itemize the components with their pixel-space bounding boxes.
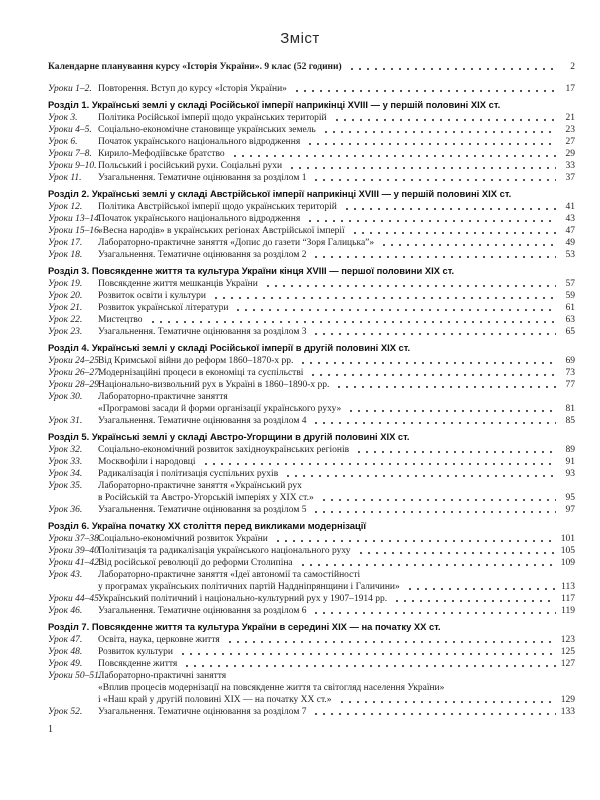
dot-leader (299, 361, 556, 365)
entry-line (98, 593, 575, 605)
entry-title: Від Кримської війни до реформ 1860–1870-х рр. (98, 356, 294, 366)
entry-title: Соціально-економічне становище українських земель (98, 125, 316, 135)
toc-entry (48, 367, 575, 379)
lesson-label: Урок 20. (48, 291, 83, 301)
page-number: 37 (565, 173, 575, 183)
page-number: 81 (565, 404, 575, 414)
toc-entry (48, 225, 575, 237)
entry-title: Узагальнення. Тематичне оцінювання за розділом 4 (98, 416, 307, 426)
dot-leader (312, 421, 556, 425)
entry-line (98, 694, 575, 706)
toc-entry (48, 658, 575, 670)
entry-line (98, 112, 575, 124)
entry-lines (98, 444, 575, 456)
entry-line (98, 201, 575, 213)
entry-lines (98, 355, 575, 367)
lesson-label: Уроки 1–2. (48, 84, 92, 94)
entry-line (98, 706, 575, 718)
lesson-label: Урок 35. (48, 481, 83, 491)
entry-title: Соціально-економічний розвиток України (98, 534, 268, 544)
entry-title: Розвиток культури (98, 647, 174, 657)
page-number: 129 (560, 695, 575, 705)
page-number: 69 (565, 356, 575, 366)
lesson-label: Урок 23. (48, 327, 83, 337)
toc-entry (48, 468, 575, 480)
page-number: 41 (565, 202, 575, 212)
entry-line (98, 492, 575, 504)
entry-title: «Програмові засади й форми організації українського руху» (98, 404, 342, 414)
toc-section-heading (48, 265, 575, 277)
lesson-label: Урок 19. (48, 279, 83, 289)
entry-title: Узагальнення. Тематичне оцінювання за розділом 1 (98, 173, 307, 183)
dot-leader (264, 284, 556, 288)
entry-title: Початок українського національного відродження (98, 137, 301, 147)
lesson-label: Уроки 9–10. (48, 161, 97, 171)
dot-leader (312, 178, 556, 182)
entry-line (98, 124, 575, 136)
entry-title: у програмах українських політичних партій Наддніпрянщини і Галичини» (98, 582, 400, 592)
entry-line (98, 468, 575, 480)
entry-line (98, 160, 575, 172)
toc-entry (48, 326, 575, 338)
entry-line (98, 136, 575, 148)
entry-lines (98, 124, 575, 136)
toc-entry (48, 569, 575, 593)
page-number: 2 (570, 62, 575, 72)
toc-entry (48, 278, 575, 290)
toc-section-heading (48, 342, 575, 354)
page-number: 105 (560, 546, 575, 556)
toc-entry (48, 136, 575, 148)
entry-title: Кирило-Мефодіївське братство (98, 149, 225, 159)
lesson-label: Урок 34. (48, 469, 83, 479)
lesson-label: Уроки 41–42. (48, 558, 102, 568)
entry-title: Узагальнення. Тематичне оцінювання за розділом 5 (98, 505, 307, 515)
toc-entry (48, 533, 575, 545)
entry-title: «Вплив процесів модернізації на повсякденне життя та світогляд населення України» (98, 683, 445, 693)
entry-title: Освіта, наука, церковне життя (98, 635, 220, 645)
entry-line (98, 557, 575, 569)
page-number: 57 (565, 279, 575, 289)
dot-leader (234, 308, 556, 312)
lesson-label: Урок 46. (48, 606, 83, 616)
entry-line (98, 213, 575, 225)
dot-leader (322, 130, 556, 134)
page-number: 77 (565, 380, 575, 390)
entry-lines (48, 61, 575, 73)
dot-leader (347, 409, 556, 413)
dot-leader (312, 712, 556, 716)
toc-entry (48, 415, 575, 427)
entry-line (98, 314, 575, 326)
lesson-label: Урок 47. (48, 635, 83, 645)
toc-entry (48, 634, 575, 646)
entry-title: Початок українського національного відродження (98, 214, 301, 224)
entry-line (98, 658, 575, 670)
entry-lines (98, 160, 575, 172)
entry-lines (98, 112, 575, 124)
page-number: 63 (565, 315, 575, 325)
entry-line (98, 415, 575, 427)
entry-line (98, 278, 575, 290)
toc-entry (48, 148, 575, 160)
toc-entry (48, 290, 575, 302)
page-number: 85 (565, 416, 575, 426)
entry-title: Модернізаційні процеси в економіці та суспільстві (98, 368, 304, 378)
lesson-label: Урок 32. (48, 445, 83, 455)
toc-entry (48, 391, 575, 415)
entry-title: Узагальнення. Тематичне оцінювання за розділом 7 (98, 707, 307, 717)
page-number: 109 (560, 558, 575, 568)
entry-title: Польський і російський рухи. Соціальні рухи (98, 161, 283, 171)
page-number: 91 (565, 457, 575, 467)
dot-leader (348, 67, 556, 71)
toc-section-heading (48, 621, 575, 633)
entry-title: Розвиток української літератури (98, 303, 229, 313)
section-heading-text: Розділ 4. Українські землі у складі Російської імперії в другій половині XIX ст. (48, 342, 411, 353)
entry-line (98, 646, 575, 658)
dot-leader (306, 142, 556, 146)
page-number: 113 (561, 582, 575, 592)
toc-entry (48, 213, 575, 225)
entry-lines (98, 605, 575, 617)
dot-leader (312, 255, 556, 259)
page-number: 43 (565, 214, 575, 224)
entry-title: Соціально-економічний розвиток західноукраїнських регіонів (98, 445, 350, 455)
page-number: 119 (561, 606, 575, 616)
dot-leader (226, 640, 556, 644)
page-number: 29 (565, 149, 575, 159)
dot-leader (320, 498, 556, 502)
entry-lines (98, 504, 575, 516)
entry-title: Розвиток освіти і культури (98, 291, 206, 301)
entry-lines (98, 415, 575, 427)
entry-lines (98, 646, 575, 658)
page-number: 33 (565, 161, 575, 171)
entry-line (98, 682, 575, 694)
entry-line (98, 480, 575, 492)
toc-entry (48, 504, 575, 516)
lesson-label: Уроки 13–14. (48, 214, 102, 224)
lesson-label: Урок 49. (48, 659, 83, 669)
page-number: 133 (560, 707, 575, 717)
page-number: 49 (565, 238, 575, 248)
entry-line (98, 670, 575, 682)
dot-leader (393, 599, 556, 603)
lesson-label: Урок 43. (48, 570, 83, 580)
dot-leader (333, 118, 556, 122)
entry-line (98, 302, 575, 314)
dot-leader (351, 231, 556, 235)
entry-line (98, 605, 575, 617)
dot-leader (179, 652, 556, 656)
page-number: 65 (565, 327, 575, 337)
toc-entry (48, 172, 575, 184)
entry-lines (98, 634, 575, 646)
lesson-label: Урок 21. (48, 303, 83, 313)
toc-entry (48, 557, 575, 569)
dot-leader (335, 385, 556, 389)
section-heading-text: Розділ 7. Повсякденне життя та культура України в середині XIX — на початку XX ст. (48, 621, 441, 632)
lesson-label: Урок 11. (48, 173, 82, 183)
toc-entry (48, 480, 575, 504)
lesson-label: Уроки 7–8. (48, 149, 92, 159)
toc-entry (48, 355, 575, 367)
dot-leader (355, 450, 556, 454)
page-number: 95 (565, 493, 575, 503)
page-number: 97 (565, 505, 575, 515)
lesson-label: Уроки 39–40. (48, 546, 102, 556)
toc-entry (48, 83, 575, 95)
lesson-label: Урок 30. (48, 392, 83, 402)
entry-line (98, 249, 575, 261)
toc-section-heading (48, 99, 575, 111)
entry-title: Лабораторно-практичні заняття (98, 671, 227, 681)
lesson-label: Урок 18. (48, 250, 83, 260)
page-number: 59 (565, 291, 575, 301)
dot-leader (357, 551, 556, 555)
lesson-label: Урок 6. (48, 137, 78, 147)
entry-lines (98, 545, 575, 557)
entry-title: Лабораторно-практичне заняття «Ідеї автономії та самостійності (98, 570, 361, 580)
page-number: 23 (565, 125, 575, 135)
lesson-label: Урок 22. (48, 315, 83, 325)
entry-line (98, 533, 575, 545)
dot-leader (299, 563, 556, 567)
entry-line (98, 444, 575, 456)
lesson-label: Урок 48. (48, 647, 83, 657)
toc-entry (48, 456, 575, 468)
entry-lines (98, 326, 575, 338)
entry-lines (98, 314, 575, 326)
lesson-label: Уроки 44–45. (48, 594, 102, 604)
entry-lines (98, 557, 575, 569)
entry-line (98, 148, 575, 160)
toc-entry (48, 201, 575, 213)
toc-entry (48, 379, 575, 391)
entry-line (98, 634, 575, 646)
lesson-label: Урок 12. (48, 202, 83, 212)
entry-title: і «Наш край у другій половині XIX — на початку XX ст.» (98, 695, 332, 705)
entry-title: Повторення. Вступ до курсу «Історія України» (98, 84, 287, 94)
entry-line (98, 225, 575, 237)
dot-leader (202, 462, 556, 466)
entry-title: в Російській та Австро-Угорській імперіях у XIX ст.» (98, 493, 314, 503)
entry-lines (98, 593, 575, 605)
toc-entry (48, 646, 575, 658)
lesson-label: Уроки 26–27. (48, 368, 102, 378)
entry-title: Календарне планування курсу «Історія України». 9 клас (52 години) (48, 62, 342, 72)
lesson-label: Уроки 15–16. (48, 226, 102, 236)
toc-entry (48, 124, 575, 136)
entry-line (48, 61, 575, 73)
entry-line (98, 326, 575, 338)
page-number: 21 (565, 113, 575, 123)
page-number: 125 (560, 647, 575, 657)
dot-leader (231, 154, 556, 158)
entry-lines (98, 468, 575, 480)
section-heading-text: Розділ 1. Українські землі у складі Російської імперії наприкінці XVIII — у першій половині XIX ст. (48, 99, 501, 110)
lesson-label: Урок 52. (48, 707, 83, 717)
lesson-label: Уроки 24–25. (48, 356, 102, 366)
toc-entry (48, 706, 575, 718)
entry-line (98, 379, 575, 391)
entry-line (98, 237, 575, 249)
dot-leader (343, 207, 556, 211)
toc-entry (48, 444, 575, 456)
entry-line (98, 456, 575, 468)
dot-leader (312, 611, 556, 615)
dot-leader (149, 320, 556, 324)
entry-title: Мистецтво (98, 315, 143, 325)
dot-leader (312, 332, 556, 336)
dot-leader (284, 474, 556, 478)
entry-lines (98, 533, 575, 545)
toc-entry (48, 670, 575, 706)
entry-line (98, 569, 575, 581)
toc-entry (48, 112, 575, 124)
entry-lines (98, 172, 575, 184)
entry-title: Лабораторно-практичне заняття «Український рух (98, 481, 302, 491)
lesson-label: Урок 31. (48, 416, 83, 426)
entry-lines (98, 213, 575, 225)
toc-entry (48, 314, 575, 326)
entry-title: Національно-визвольний рух в Україні в 1860–1890-х рр. (98, 380, 330, 390)
entry-title: Український політичний і національно-культурний рух у 1907–1914 рр. (98, 594, 388, 604)
toc-entry (48, 249, 575, 261)
dot-leader (406, 587, 556, 591)
toc-list (0, 61, 600, 718)
footer-page-number: 1 (48, 724, 53, 735)
lesson-label: Урок 3. (48, 113, 78, 123)
entry-lines (98, 148, 575, 160)
page-number: 53 (565, 250, 575, 260)
entry-lines (98, 302, 575, 314)
entry-title: Від російської революції до реформи Столипіна (98, 558, 293, 568)
entry-line (98, 83, 575, 95)
page-number: 47 (565, 226, 575, 236)
page-number: 27 (565, 137, 575, 147)
toc-section-heading (48, 431, 575, 443)
entry-lines (98, 367, 575, 379)
section-heading-text: Розділ 2. Українські землі у складі Австрійської імперії наприкінці XVIII — у першій половині XIX ст. (48, 188, 512, 199)
toc-entry (48, 605, 575, 617)
entry-lines (98, 569, 575, 593)
entry-title: Політика Австрійської імперії щодо українських територій (98, 202, 337, 212)
entry-lines (98, 83, 575, 95)
entry-title: Політизація та радикалізація українського національного руху (98, 546, 351, 556)
entry-title: Москвофіли і народовці (98, 457, 196, 467)
page-number: 101 (560, 534, 575, 544)
entry-title: Лабораторно-практичне заняття «Допис до газети “Зоря Галицька”» (98, 238, 375, 248)
dot-leader (312, 510, 556, 514)
entry-lines (98, 201, 575, 213)
entry-title: Політика Російської імперії щодо українських територій (98, 113, 327, 123)
lesson-label: Урок 36. (48, 505, 83, 515)
entry-lines (98, 658, 575, 670)
entry-lines (98, 456, 575, 468)
toc-entry (48, 545, 575, 557)
entry-title: «Весна народів» в українських регіонах Австрійської імперії (98, 226, 345, 236)
page-number: 127 (560, 659, 575, 669)
lesson-label: Уроки 28–29. (48, 380, 102, 390)
page-number: 89 (565, 445, 575, 455)
page-number: 117 (561, 594, 575, 604)
page-title: Зміст (280, 30, 320, 47)
entry-lines (98, 136, 575, 148)
entry-lines (98, 278, 575, 290)
dot-leader (380, 243, 556, 247)
entry-title: Узагальнення. Тематичне оцінювання за розділом 6 (98, 606, 307, 616)
entry-title: Повсякденне життя мешканців України (98, 279, 258, 289)
entry-line (98, 581, 575, 593)
entry-lines (98, 670, 575, 706)
page-number: 123 (560, 635, 575, 645)
dot-leader (306, 219, 556, 223)
page-number: 93 (565, 469, 575, 479)
entry-title: Узагальнення. Тематичне оцінювання за розділом 2 (98, 250, 307, 260)
entry-title: Лабораторно-практичне заняття (98, 392, 228, 402)
toc-entry (48, 160, 575, 172)
entry-lines (98, 391, 575, 415)
lesson-label: Уроки 50–51. (48, 671, 102, 681)
toc-entry (48, 61, 575, 73)
entry-line (98, 367, 575, 379)
entry-line (98, 403, 575, 415)
entry-line (98, 290, 575, 302)
entry-lines (98, 237, 575, 249)
lesson-label: Уроки 37–38. (48, 534, 102, 544)
dot-leader (288, 166, 556, 170)
entry-lines (98, 379, 575, 391)
entry-lines (98, 480, 575, 504)
page-number: 17 (565, 84, 575, 94)
lesson-label: Уроки 4–5. (48, 125, 92, 135)
entry-line (98, 355, 575, 367)
entry-title: Повсякденне життя (98, 659, 178, 669)
lesson-label: Урок 17. (48, 238, 83, 248)
dot-leader (309, 373, 556, 377)
entry-line (98, 504, 575, 516)
page-number: 61 (565, 303, 575, 313)
entry-lines (98, 225, 575, 237)
toc-section-heading (48, 520, 575, 532)
dot-leader (212, 296, 556, 300)
toc-section-heading (48, 188, 575, 200)
section-heading-text: Розділ 5. Українські землі у складі Австро-Угорщини в другій половині XIX ст. (48, 431, 410, 442)
entry-line (98, 172, 575, 184)
section-heading-text: Розділ 6. Україна початку XX століття перед викликами модернізації (48, 520, 367, 531)
dot-leader (274, 539, 556, 543)
toc-entry (48, 593, 575, 605)
entry-line (98, 391, 575, 403)
toc-entry (48, 237, 575, 249)
entry-title: Узагальнення. Тематичне оцінювання за розділом 3 (98, 327, 307, 337)
entry-lines (98, 249, 575, 261)
page-number: 73 (565, 368, 575, 378)
section-heading-text: Розділ 3. Повсякденне життя та культура України кінця XVIII — першої половини XIX ст. (48, 265, 455, 276)
entry-title: Радикалізація і політизація суспільних рухів (98, 469, 279, 479)
dot-leader (183, 664, 556, 668)
entry-lines (98, 290, 575, 302)
dot-leader (293, 89, 556, 93)
entry-line (98, 545, 575, 557)
toc-entry (48, 302, 575, 314)
dot-leader (338, 700, 556, 704)
lesson-label: Урок 33. (48, 457, 83, 467)
entry-lines (98, 706, 575, 718)
